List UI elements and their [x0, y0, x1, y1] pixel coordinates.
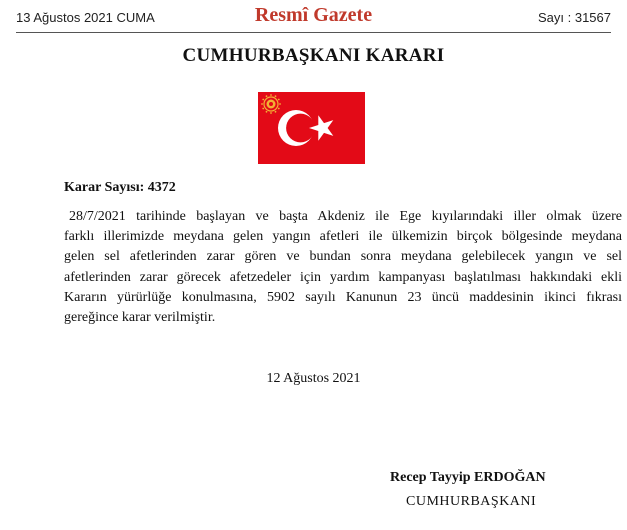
- body-line: afetlerinden zarar görecek afetzedeler için yardım kampanyası başlatılması hakkındaki ekli: [64, 269, 622, 285]
- gazette-issue-number: Sayı : 31567: [538, 10, 611, 25]
- body-line: farklı illerimizde meydana gelen yangın afetleri ile ülkemizin birçok bölgesinde meydana: [64, 229, 622, 245]
- body-line: gelen sel afetlerinden zarar gören ve bundan sonra meydana gelebilecek yangın ve sel: [64, 249, 622, 265]
- gazette-title: Resmî Gazete: [254, 4, 373, 26]
- body-line: gereğince karar verilmiştir.: [64, 310, 216, 326]
- decision-number: Karar Sayısı: 4372: [64, 180, 176, 195]
- body-line: 28/7/2021 tarihinde başlayan ve başta Akdeniz ile Ege kıyılarındaki iller olmak üzere: [69, 209, 622, 224]
- signer-name: Recep Tayyip ERDOĞAN: [390, 470, 546, 485]
- body-line: Kararın yürürlüğe konulmasına, 5902 sayılı Kanunun 23 üncü maddesinin ikinci fıkrası: [64, 289, 622, 305]
- flag-graphic: [258, 92, 365, 164]
- gazette-date: 13 Ağustos 2021 CUMA: [16, 10, 155, 25]
- signer-title: CUMHURBAŞKANI: [406, 494, 537, 509]
- turkish-flag-icon: [258, 92, 365, 164]
- decision-body: [64, 207, 622, 328]
- decision-date: 12 Ağustos 2021: [266, 371, 361, 386]
- header-divider: [16, 32, 611, 33]
- document-title: CUMHURBAŞKANI KARARI: [182, 45, 445, 66]
- gazette-header: [16, 4, 611, 30]
